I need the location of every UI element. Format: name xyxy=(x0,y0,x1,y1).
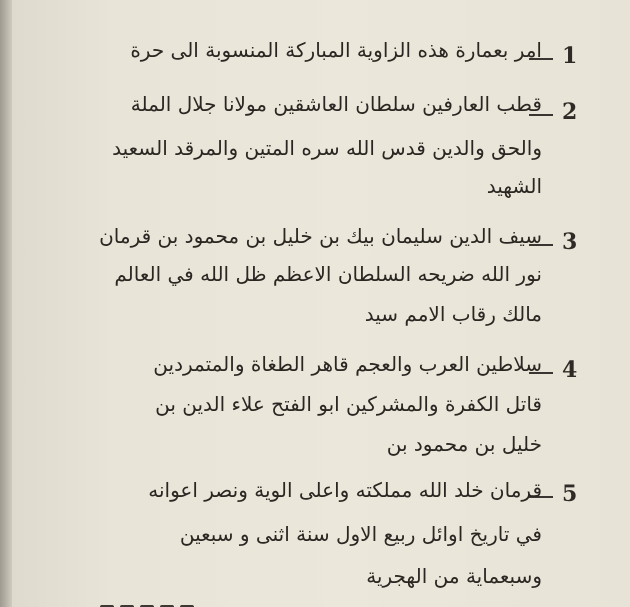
entry-4-number: 4 xyxy=(562,357,578,383)
entry-3-line-1: سيف الدين سليمان بيك بن خليل بن محمود بن قرمان xyxy=(99,224,542,248)
entry-3-line-3: مالك رقاب الامم سيد xyxy=(364,302,542,326)
entry-5-number: 5 xyxy=(562,481,578,507)
entry-3-line-2: نور الله ضريحه السلطان الاعظم ظل الله في العالم xyxy=(114,262,542,286)
entry-2-line-3: الشهيد xyxy=(486,174,542,198)
entry-1-number: 1 xyxy=(562,43,578,69)
entry-4-line-3: خليل بن محمود بن xyxy=(386,432,542,456)
entry-2-line-1: قطب العارفين سلطان العاشقين مولانا جلال الملة xyxy=(130,92,542,116)
entry-5-line-1: قرمان خلد الله مملكته واعلى الوية ونصر اعوانه xyxy=(148,478,542,502)
cut-off-next-line xyxy=(100,598,210,607)
entry-4-line-2: قاتل الكفرة والمشركين ابو الفتح علاء الدين بن xyxy=(155,392,542,416)
entry-1-line-1: امر بعمارة هذه الزاوية المباركة المنسوبة الى حرة xyxy=(130,38,542,62)
entry-2-line-2: والحق والدين قدس الله سره المتين والمرقد السعيد xyxy=(112,136,542,160)
entry-5-line-3: وسبعماية من الهجرية xyxy=(366,564,542,588)
entry-3-number: 3 xyxy=(562,229,578,255)
page-binding-edge xyxy=(0,0,12,607)
entry-5-line-2: في تاريخ اوائل ربيع الاول سنة اثنى و سبعين xyxy=(179,522,542,546)
entry-4-line-1: سلاطين العرب والعجم قاهر الطغاة والمتمردين xyxy=(153,352,542,376)
entry-2-number: 2 xyxy=(562,99,578,125)
